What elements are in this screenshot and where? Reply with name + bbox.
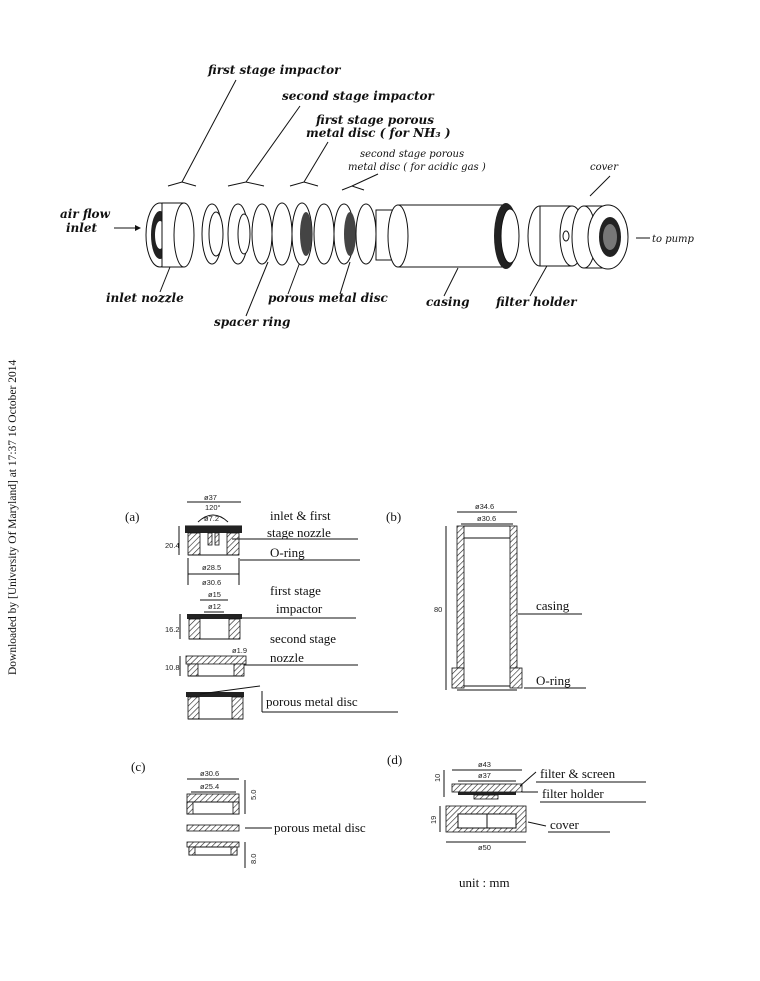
label-nozzle2-2: nozzle: [270, 650, 304, 665]
part-c-porous-disc: [187, 825, 239, 831]
svg-text:ø12: ø12: [208, 602, 221, 611]
svg-text:ø50: ø50: [478, 843, 491, 852]
panel-b: [386, 502, 586, 690]
part-porous-disc-a: [186, 692, 244, 719]
label-oring-a: O-ring: [270, 545, 305, 560]
unit-note: unit : mm: [459, 875, 510, 890]
label-filter-screen: filter & screen: [540, 766, 616, 781]
label-impactor-1: first stage: [270, 583, 321, 598]
label-inlet-nozzle: inlet nozzle: [106, 291, 184, 305]
svg-text:8.0: 8.0: [249, 853, 258, 864]
svg-text:ø37: ø37: [478, 771, 491, 780]
label-casing-b: casing: [536, 598, 570, 613]
label-filter-holder: filter holder: [496, 295, 577, 309]
panel-c: [131, 759, 366, 868]
svg-text:10: 10: [433, 773, 442, 782]
panel-a-tag: (a): [125, 509, 140, 524]
svg-text:80: 80: [434, 605, 443, 614]
svg-text:ø30.6: ø30.6: [477, 514, 497, 523]
label-impactor-2: impactor: [276, 601, 323, 616]
label-first-stage-porous-2: metal disc ( for NH₃ ): [306, 126, 451, 140]
part-c-bottom: [187, 842, 239, 855]
part-first-impactor: [165, 590, 242, 639]
panel-d: [387, 752, 646, 890]
svg-text:Downloaded by [University Of M: Downloaded by [University Of Maryland] at 17:37 16 October 2014: [7, 359, 19, 675]
part-d-cover: [446, 806, 526, 832]
label-inlet-nozzle-1: inlet & first: [270, 508, 331, 523]
svg-text:ø30.6: ø30.6: [202, 578, 222, 587]
panel-d-tag: (d): [387, 752, 403, 767]
label-to-pump: to pump: [652, 234, 694, 245]
label-inlet-nozzle-2: stage nozzle: [267, 525, 331, 540]
label-filter-holder-d: filter holder: [542, 786, 604, 801]
label-second-stage-porous-1: second stage porous: [360, 149, 465, 160]
part-inlet-nozzle: [165, 493, 242, 587]
svg-text:ø15: ø15: [208, 590, 221, 599]
panel-c-tag: (c): [131, 759, 146, 774]
svg-text:19: 19: [429, 815, 438, 824]
part-second-nozzle: [165, 646, 247, 676]
label-second-stage-porous-2: metal disc ( for acidic gas ): [348, 162, 486, 173]
part-c-top: [187, 794, 239, 814]
svg-text:ø34.6: ø34.6: [475, 502, 495, 511]
label-porous-metal-disc: porous metal disc: [268, 291, 388, 305]
svg-text:ø43: ø43: [478, 760, 491, 769]
svg-text:ø37: ø37: [204, 493, 217, 502]
label-porous-c: porous metal disc: [274, 820, 366, 835]
casing-section: [452, 526, 522, 690]
label-second-stage-impactor: second stage impactor: [282, 89, 434, 103]
svg-text:20.4: 20.4: [165, 541, 180, 550]
label-air-flow-2: inlet: [66, 221, 98, 235]
label-first-stage-impactor: first stage impactor: [208, 63, 341, 77]
exploded-view: [60, 63, 695, 329]
label-cover-d: cover: [550, 817, 579, 832]
panel-a: [125, 493, 398, 719]
label-air-flow-1: air flow: [60, 207, 110, 221]
svg-text:ø7.2: ø7.2: [204, 514, 220, 523]
svg-text:ø28.5: ø28.5: [202, 563, 222, 572]
svg-text:ø1.9: ø1.9: [232, 646, 248, 655]
svg-text:10.8: 10.8: [165, 663, 180, 672]
label-first-stage-porous-1: first stage porous: [316, 113, 435, 127]
label-spacer-ring: spacer ring: [214, 315, 291, 329]
svg-text:5.0: 5.0: [249, 789, 258, 800]
exploded-components: [146, 203, 628, 269]
panel-b-tag: (b): [386, 509, 402, 524]
label-cover: cover: [590, 162, 618, 173]
label-oring-b: O-ring: [536, 673, 571, 688]
svg-text:ø25.4: ø25.4: [200, 782, 220, 791]
label-porous-a: porous metal disc: [266, 694, 358, 709]
part-d-filter-holder: [452, 784, 522, 799]
svg-text:ø30.6: ø30.6: [200, 769, 220, 778]
svg-text:16.2: 16.2: [165, 625, 180, 634]
sidebar-download-note: [7, 360, 19, 675]
label-nozzle2-1: second stage: [270, 631, 337, 646]
label-casing: casing: [426, 295, 470, 309]
svg-text:120°: 120°: [205, 503, 221, 512]
